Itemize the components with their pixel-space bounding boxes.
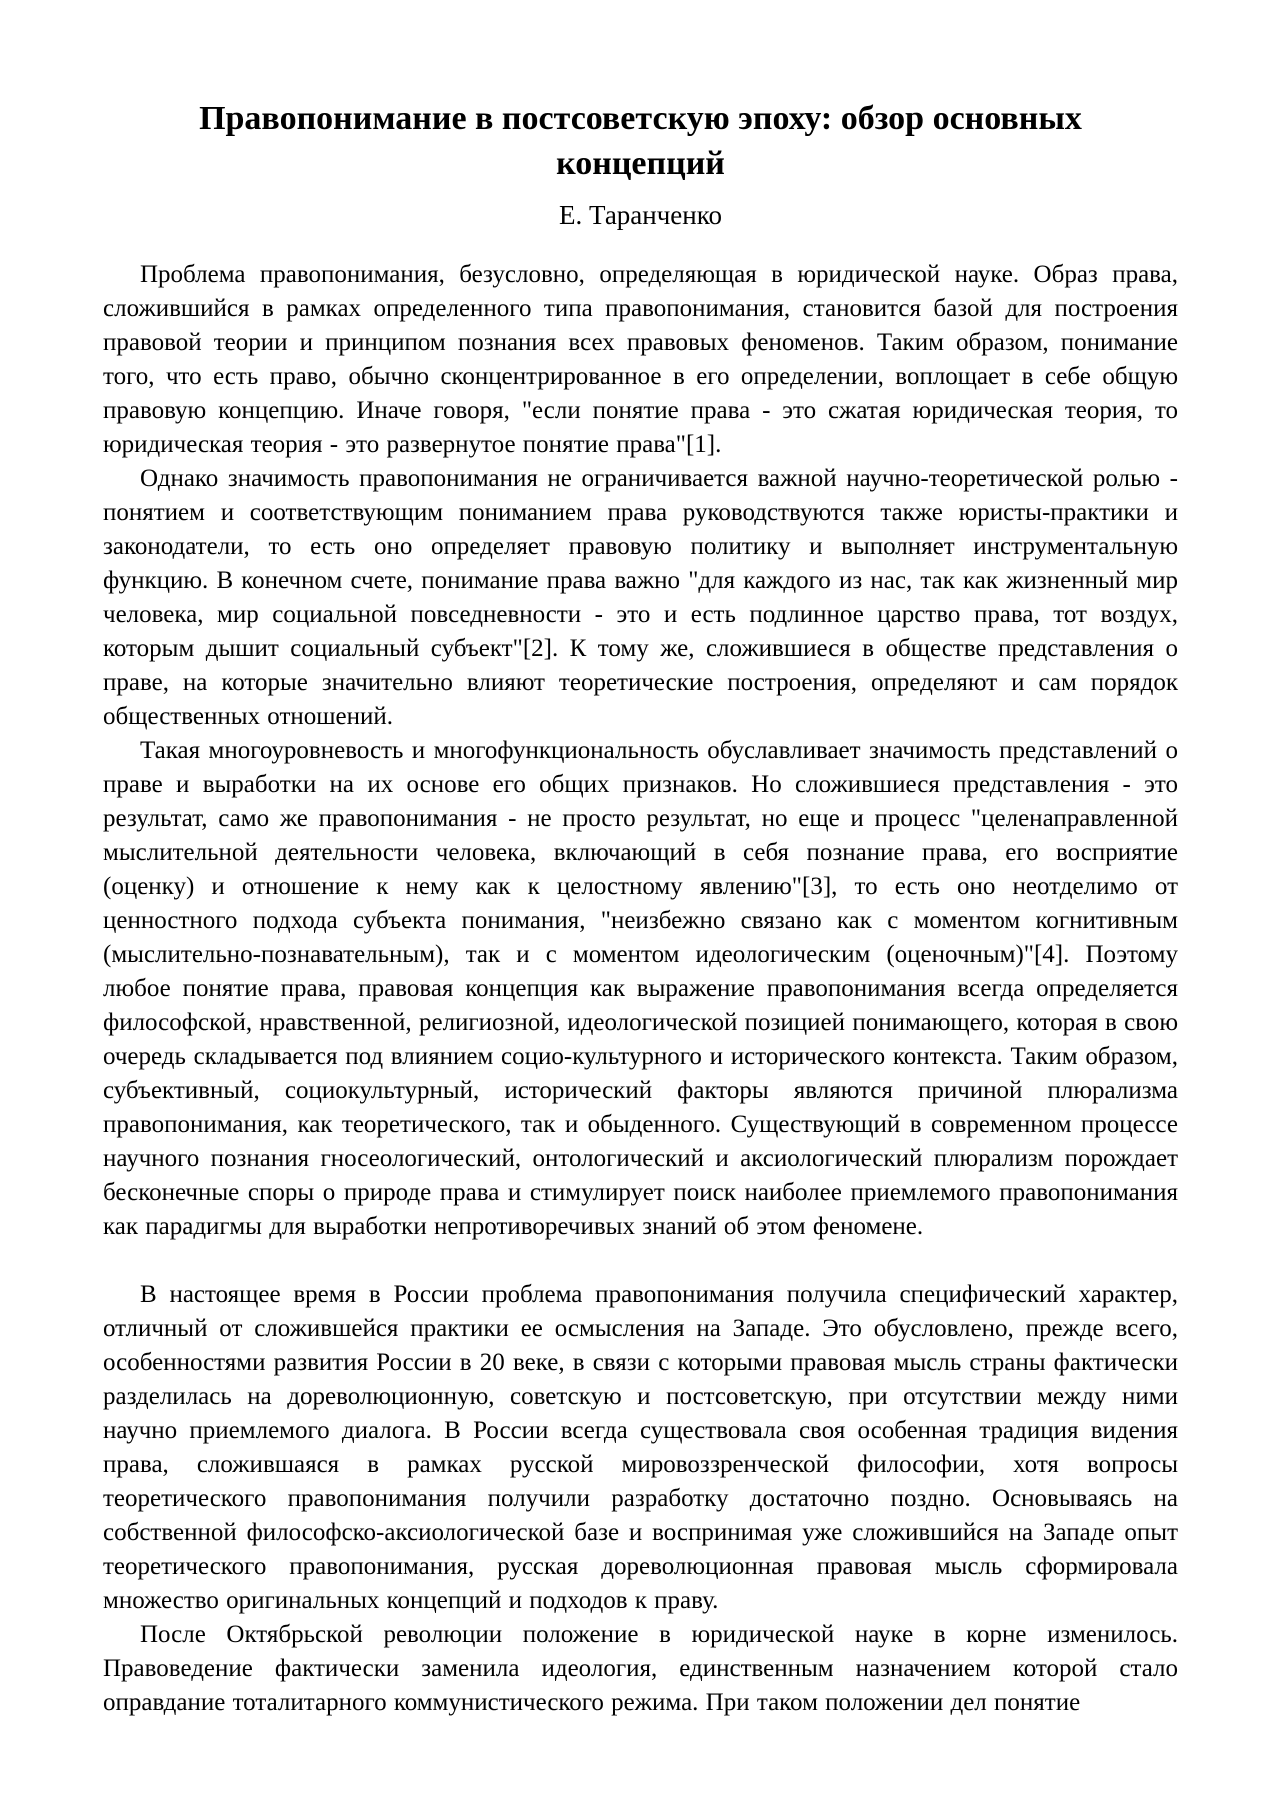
paragraph-1: Проблема правопонимания, безусловно, определяющая в юридической науке. Образ права, сложившийся в рамках определенного типа правопонимания, становится базой для построения правовой теории и принципом познания всех правовых феноменов. Таким образом, понимание того, что есть право, обычно сконцентрированное в его определении, воплощает в себе общую правовую концепцию. Иначе говоря, "если понятие права - это сжатая юридическая теория, то юридическая теория - это развернутое понятие права"[1].	[103, 261, 1178, 458]
paragraph-3: Такая многоуровневость и многофункциональность обуславливает значимость представлений о праве и выработки на их основе его общих признаков. Но сложившиеся представления - это результат, само же правопонимания - не просто результат, но еще и процесс "целенаправленной мыслительной деятельности человека, включающий в себя познание права, его восприятие (оценку) и отношение к нему как к целостному явлению"[3], то есть оно неотделимо от ценностного подхода субъекта понимания, "неизбежно связано как с моментом когнитивным (мыслительно-познавательным), так и с моментом идеологическим (оценочным)"[4]. Поэтому любое понятие права, правовая концепция как выражение правопонимания всегда определяется философской, нравственной, религиозной, идеологической позицией понимающего, которая в свою очередь складывается под влиянием социо-культурного и исторического контекста. Таким образом, субъективный, социокультурный, исторический факторы являются причиной плюрализма правопонимания, как теоретического, так и обыденного. Существующий в современном процессе научного познания гносеологический, онтологический и аксиологический плюрализм порождает бесконечные споры о природе права и стимулирует поиск наиболее приемлемого правопонимания как парадигмы для выработки непротиворечивых знаний об этом феномене.	[103, 737, 1178, 1240]
author-line: Е. Таранченко	[559, 200, 722, 230]
page-title: Правопонимание в постсоветскую эпоху: обзор основных концепций	[199, 100, 1082, 182]
paragraph-4: В настоящее время в России проблема правопонимания получила специфический характер, отличный от сложившейся практики ее осмысления на Западе. Это обусловлено, прежде всего, особенностями развития России в 20 веке, в связи с которыми правовая мысль страны фактически разделилась на дореволюционную, советскую и постсоветскую, при отсутствии между ними научно приемлемого диалога. В России всегда существовала своя особенная традиция видения права, сложившаяся в рамках русской мировоззренческой философии, хотя вопросы теоретического правопонимания получили разработку достаточно поздно. Основываясь на собственной философско-аксиологической базе и воспринимая уже сложившийся на Западе опыт теоретического правопонимания, русская дореволюционная правовая мысль сформировала множество оригинальных концепций и подходов к праву.	[103, 1281, 1178, 1614]
document-body	[103, 258, 1178, 1720]
paragraph-5: После Октябрьской революции положение в юридической науке в корне изменилось. Правоведение фактически заменила идеология, единственным назначением которой стало оправдание тоталитарного коммунистического режима. При таком положении дел понятие	[103, 1621, 1178, 1716]
paragraph-2: Однако значимость правопонимания не ограничивается важной научно-теоретической ролью - понятием и соответствующим пониманием права руководствуются также юристы-практики и законодатели, то есть оно определяет правовую политику и выполняет инструментальную функцию. В конечном счете, понимание права важно "для каждого из нас, так как жизненный мир человека, мир социальной повседневности - это и есть подлинное царство права, тот воздух, которым дышит социальный субъект"[2]. К тому же, сложившиеся в обществе представления о праве, на которые значительно влияют теоретические построения, определяют и сам порядок общественных отношений.	[103, 465, 1178, 730]
